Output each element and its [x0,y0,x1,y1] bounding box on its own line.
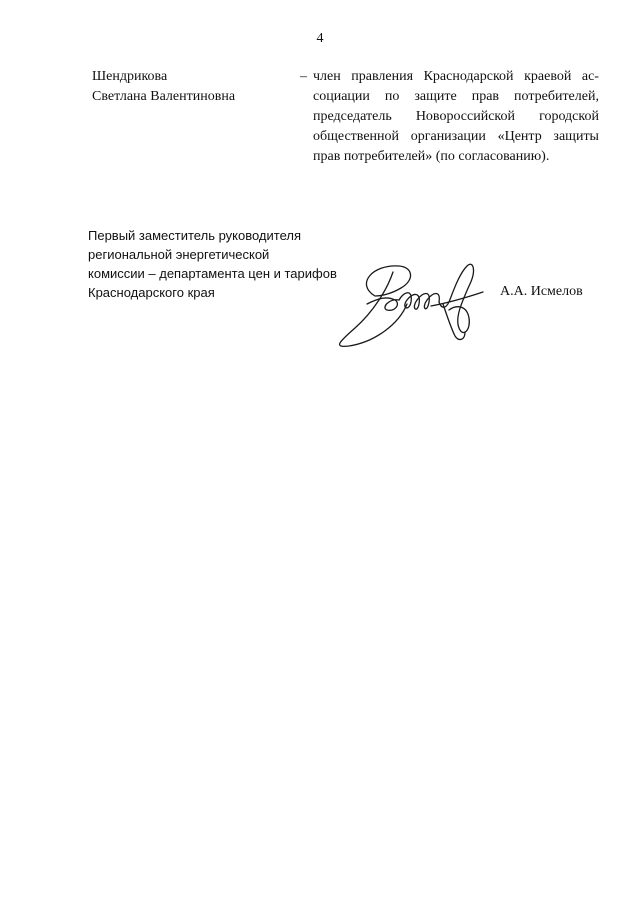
position-line: региональной энергетической [88,247,270,262]
member-surname: Шендрикова [92,69,168,84]
role-word: защите [414,89,457,104]
position-line: Краснодарского края [88,285,215,300]
member-role-line-1 [313,67,599,87]
role-word: «Центр [497,129,542,144]
role-word: защиты [553,129,599,144]
role-word: член [313,69,341,84]
role-word: городской [539,109,599,124]
position-line: Первый заместитель руководителя [88,228,302,243]
member-role-line-3 [313,107,599,127]
role-word: краевой [524,69,572,84]
member-role-line-4 [313,127,599,147]
page-number: 4 [316,31,324,46]
signature-block [0,226,640,346]
role-word: Краснодарской [423,69,514,84]
handwritten-signature-icon [335,246,495,351]
role-word: организации [410,129,486,144]
signatory-position [88,226,368,302]
role-word: потребителей, [514,89,599,104]
member-dash: – [300,69,307,84]
member-role-line-5: прав потребителей» (по согласованию). [313,149,550,164]
role-word: по [384,89,400,104]
member-role [313,67,599,167]
role-word: социации [313,89,370,104]
position-line: комиссии – департамента цен и тарифов [88,266,337,281]
role-word: прав [471,89,500,104]
member-name [92,67,292,107]
role-word: ас- [581,69,599,84]
commission-member-entry [0,67,640,167]
role-word: Новороссийской [415,109,515,124]
member-given-names: Светлана Валентиновна [92,89,236,104]
member-role-line-2 [313,87,599,107]
role-word: общественной [313,129,400,144]
signer-name: А.А. Исмелов [500,284,583,299]
role-word: председатель [313,109,392,124]
role-word: правления [351,69,414,84]
